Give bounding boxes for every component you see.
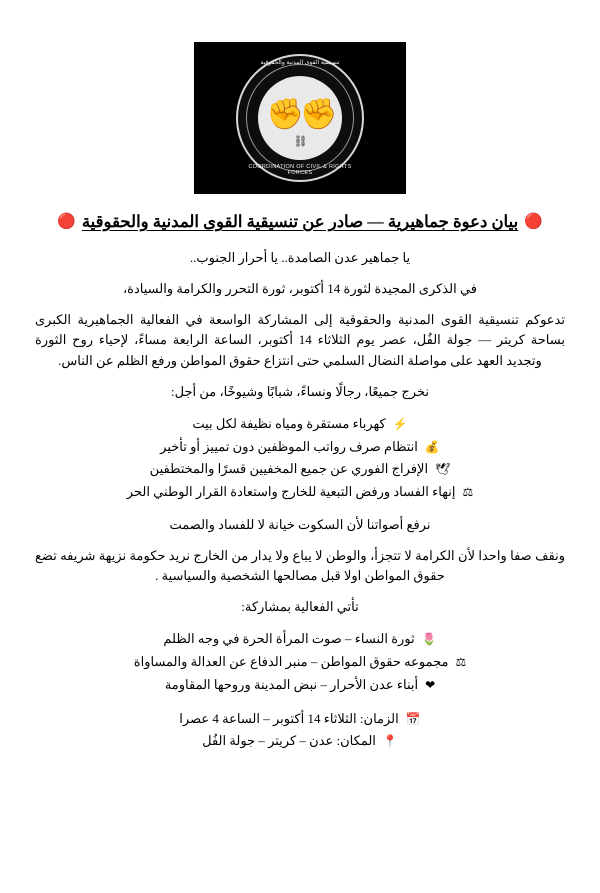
emblem-inner — [258, 76, 342, 160]
list-item-label: الزمان: الثلاثاء 14 أكتوبر – الساعة 4 عصرا — [179, 710, 399, 726]
list-item-label: أبناء عدن الأحرار – نبض المدينة وروحها المقاومة — [164, 676, 419, 692]
paragraph-voice: نرفع أصواتنا لأن السكوت خيانة لا للفساد والصمت — [169, 516, 431, 532]
scales-icon: ⚖ — [462, 485, 474, 500]
emblem-top-text: تنسيقية القوى المدنية والحقوقية — [260, 60, 340, 66]
emblem-seal — [236, 54, 364, 182]
paragraph-call-to-action: نخرج جميعًا، رجالًا ونساءً، شبابًا وشيوخًا، من أجل: — [170, 383, 429, 399]
statement-title — [34, 212, 566, 232]
statement-body — [35, 248, 565, 764]
raised-fists-icon: ✊✊ — [266, 98, 334, 131]
event-details-list — [35, 708, 565, 754]
list-item-label: كهرباء مستقرة ومياه نظيفة لكل بيت — [192, 415, 386, 431]
tulip-icon: 🌷 — [421, 632, 437, 647]
list-item — [35, 651, 565, 674]
paragraph-unity: ونقف صفا واحدا لأن الكرامة لا تتجزأ، والوطن لا يباع ولا يدار من الخارج نريد حكومة نزيهة شريفه تضع حقوق المواطن اولا قبل مصالحها الشخصية والسياسية . — [35, 547, 565, 584]
list-item-label: ثورة النساء – صوت المرأة الحرة في وجه الظلم — [163, 631, 415, 647]
location-pin-icon: 📍 — [382, 734, 398, 749]
red-circle-icon-left: 🔴 — [57, 213, 76, 230]
page-title: بيان دعوة جماهيرية — صادر عن تنسيقية القوى المدنية والحقوقية — [81, 212, 519, 231]
list-item-label: المكان: عدن – كريتر – جولة الفُل — [202, 733, 376, 749]
list-item — [35, 708, 565, 731]
paragraph-participation-intro: تأتي الفعالية بمشاركة: — [241, 599, 359, 615]
red-circle-icon-right: 🔴 — [524, 213, 543, 230]
lightning-icon: ⚡ — [392, 416, 408, 431]
list-item-label: مجموعه حقوق المواطن – منبر الدفاع عن العدالة والمساواة — [133, 654, 449, 670]
paragraph-invitation: تدعوكم تنسيقية القوى المدنية والحقوقية إلى المشاركة الواسعة في الفعالية الجماهيرية الكبرى بساحة كريتر — جولة الفُل، عصر يوم الثلاثاء 14 أكتوبر، الساعة الرابعة مساءً، لإحياء روح الثورة وتجديد العهد على مواصلة النضال السلمي حتى انتزاع حقوق المواطن ورفع الظلم عن الناس. — [35, 312, 565, 368]
list-item-label: انتظام صرف رواتب الموظفين دون تمييز أو تأخير — [160, 438, 418, 454]
emblem-bottom-text: COORDINATION OF CIVIL & RIGHTS FORCES — [248, 164, 352, 176]
calendar-icon: 📅 — [405, 711, 421, 726]
money-icon: 💰 — [424, 439, 440, 454]
list-item — [35, 413, 565, 436]
list-item — [35, 628, 565, 651]
list-item — [35, 481, 565, 504]
list-item — [35, 730, 565, 753]
organization-logo — [194, 42, 406, 194]
scales-icon: ⚖ — [455, 655, 467, 670]
list-item-label: الإفراج الفوري عن جميع المخفيين قسرًا والمختطفين — [149, 461, 429, 477]
broken-chain-icon: ⛓ — [293, 136, 307, 148]
paragraph-greeting: يا جماهير عدن الصامدة.. يا أحرار الجنوب.. — [189, 250, 411, 265]
list-item-label: إنهاء الفساد ورفض التبعية للخارج واستعادة القرار الوطني الحر — [126, 484, 456, 500]
list-item — [35, 458, 565, 481]
dove-icon: 🕊 — [435, 462, 451, 477]
heart-icon: ❤ — [425, 677, 436, 692]
paragraph-occasion: في الذكرى المجيدة لثورة 14 أكتوبر، ثورة التحرر والكرامة والسيادة، — [122, 281, 478, 297]
list-item — [35, 674, 565, 697]
list-item — [35, 436, 565, 459]
demands-list — [35, 413, 565, 504]
participants-list — [35, 628, 565, 696]
